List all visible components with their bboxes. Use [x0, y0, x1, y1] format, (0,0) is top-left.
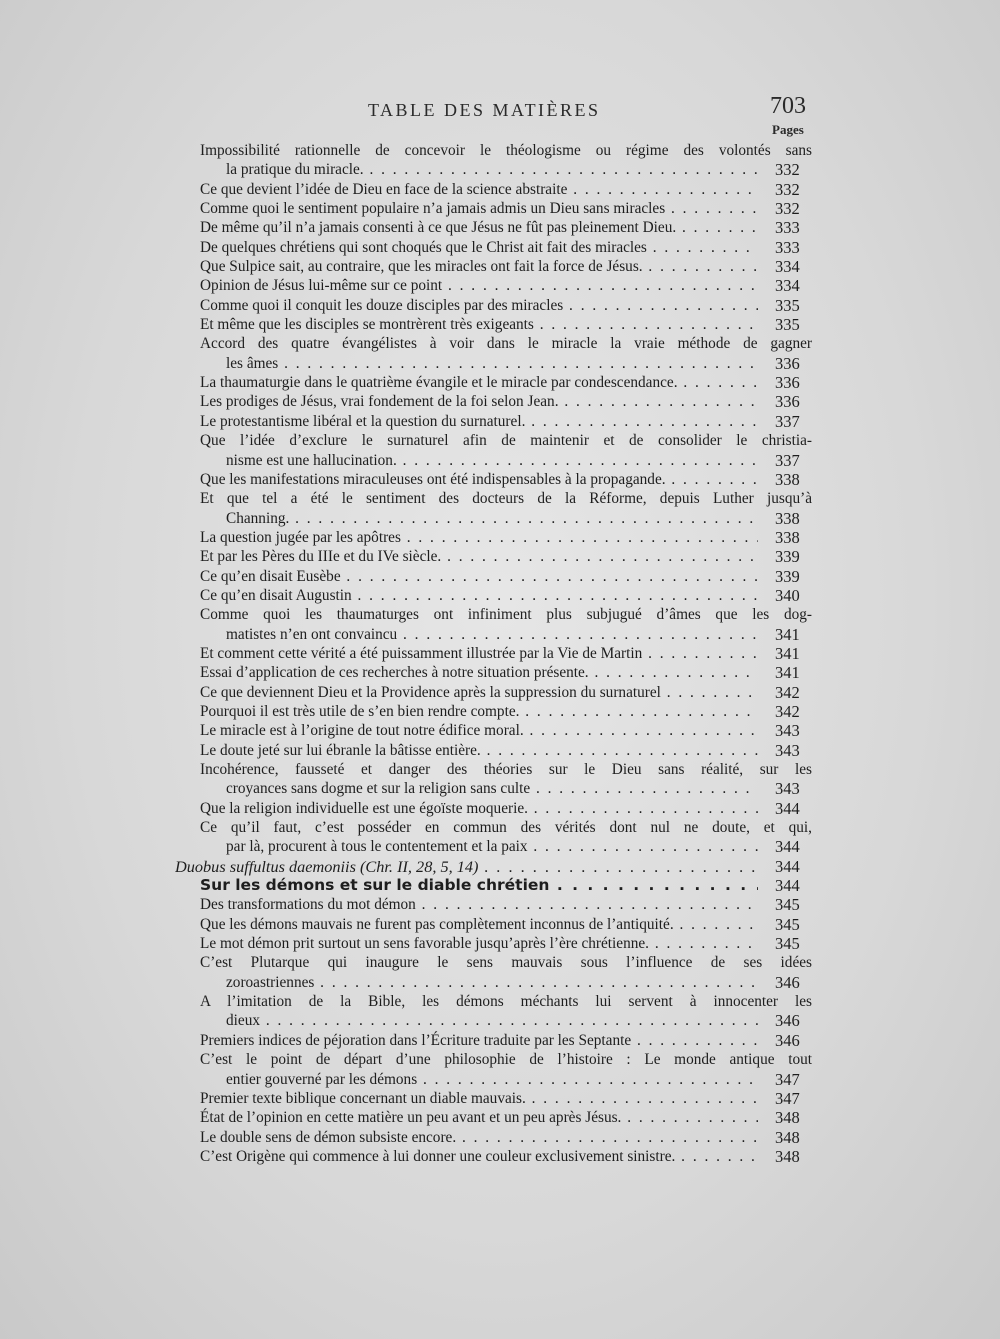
toc-entry-page: 338 [775, 527, 800, 547]
toc-entry [0, 1050, 1000, 1069]
toc-entry-page: 346 [775, 972, 800, 992]
toc-entry [0, 1147, 1000, 1166]
toc-entry-page: 336 [775, 392, 800, 412]
toc-entry-page: 344 [775, 876, 800, 896]
toc-entry-text: Des transformations du mot démon . . . [200, 895, 758, 914]
toc-entry-page: 348 [775, 1108, 800, 1128]
toc-entry-page: 340 [775, 585, 800, 605]
toc-entry-text: Comme quoi les thaumaturges ont infiniment plus subjugué d’âmes que les dog- [200, 606, 812, 624]
toc-entry-text: Le double sens de démon subsiste encore. . . . [200, 1128, 758, 1147]
toc-entry-text: Incohérence, fausseté et danger des théories sur le Dieu sans réalité, sur les [200, 761, 812, 778]
toc-entry-text: Le mot démon prit surtout un sens favorable jusqu’après l’ère chrétienne. . . . [200, 934, 758, 953]
toc-entry-text: zoroastriennes . . . [226, 973, 758, 992]
toc-entry [0, 412, 1000, 431]
toc-entry-text: État de l’opinion en cette matière un peu avant et un peu après Jésus. . . . [200, 1108, 758, 1127]
toc-entry-page: 339 [775, 547, 800, 567]
toc-entry-text: Et même que les disciples se montrèrent très exigeants . . . [200, 315, 758, 334]
toc-entry-text: C’est Plutarque qui inaugure le sens mauvais sous l’influence de ses idées [200, 954, 812, 972]
toc-entry-text: Que l’idée d’exclure le surnaturel afin de maintenir et de consolider le christia- [200, 432, 812, 450]
toc-entry-page: 346 [775, 1030, 800, 1050]
toc-entry-text: Duobus suffultus daemoniis (Chr. II, 28, 5, 14) . . . [175, 857, 758, 876]
toc-entry-page: 339 [775, 566, 800, 586]
toc-entry [0, 392, 1000, 411]
toc-entry-text: C’est le point de départ d’une philosophie de l’histoire : Le monde antique tout [200, 1051, 812, 1069]
toc-entry [0, 799, 1000, 818]
toc-entry-page: 332 [775, 160, 800, 180]
toc-entry [0, 276, 1000, 295]
toc-entry [0, 779, 1000, 798]
toc-entry [0, 315, 1000, 334]
toc-entry-page: 347 [775, 1088, 800, 1108]
toc-entry-page: 337 [775, 450, 800, 470]
toc-entry-page: 342 [775, 682, 800, 702]
toc-entry-page: 348 [775, 1146, 800, 1166]
toc-entry-page: 348 [775, 1127, 800, 1147]
toc-entry [0, 373, 1000, 392]
toc-entry [0, 257, 1000, 276]
toc-entry-page: 345 [775, 934, 800, 954]
toc-entry [0, 876, 1000, 895]
toc-entry-page: 334 [775, 276, 800, 296]
toc-entry-text: par là, procurent à tous le contentement et la paix . . . [226, 837, 758, 856]
toc-entry [0, 915, 1000, 934]
toc-entry [0, 625, 1000, 644]
toc-entry [0, 509, 1000, 528]
page-number: 703 [770, 93, 806, 119]
toc-entry [0, 180, 1000, 199]
toc-entry-page: 337 [775, 411, 800, 431]
toc-entry-page: 346 [775, 1011, 800, 1031]
toc-entry [0, 857, 1000, 876]
toc-entry-text: La question jugée par les apôtres . . . [200, 528, 758, 547]
toc-entry-text: Sur les démons et sur le diable chrétien . . . [200, 876, 758, 895]
toc-entry [0, 218, 1000, 237]
toc-entry-page: 335 [775, 315, 800, 335]
toc-entry-page: 333 [775, 237, 800, 257]
toc-entry [0, 586, 1000, 605]
toc-entry-page: 336 [775, 373, 800, 393]
toc-entry-page: 344 [775, 856, 800, 876]
toc-entry-text: Le protestantisme libéral et la question du surnaturel. . . . [200, 412, 758, 431]
toc-entry-page: 345 [775, 914, 800, 934]
toc-entry-page: 343 [775, 740, 800, 760]
toc-entry-text: A l’imitation de la Bible, les démons méchants lui servent à innocenter les [200, 993, 812, 1011]
toc-entry-page: 345 [775, 895, 800, 915]
toc-entry-page: 344 [775, 798, 800, 818]
toc-entry [0, 702, 1000, 721]
toc-entry [0, 934, 1000, 953]
toc-entry [0, 895, 1000, 914]
toc-entry-text: Premiers indices de péjoration dans l’Écriture traduite par les Septante . . . [200, 1031, 758, 1050]
pages-column-label: Pages [772, 122, 804, 137]
toc-entry-text: Ce qu’en disait Eusèbe . . . [200, 567, 758, 586]
toc-entry-text: matistes n’en ont convaincu . . . [226, 625, 758, 644]
toc-entry-page: 333 [775, 218, 800, 238]
toc-entry-text: la pratique du miracle. . . . [226, 160, 758, 179]
toc-entry-text: Impossibilité rationnelle de concevoir le théologisme ou régime des volontés sans [200, 142, 812, 159]
toc-entry-page: 334 [775, 257, 800, 277]
toc-entry-page: 332 [775, 179, 800, 199]
toc-entry [0, 1089, 1000, 1108]
toc-entry [0, 141, 1000, 160]
toc-entry-page: 338 [775, 469, 800, 489]
toc-entry-text: De quelques chrétiens qui sont choqués que le Christ ait fait des miracles . . . [200, 238, 758, 257]
toc-entry-page: 332 [775, 199, 800, 219]
toc-entry [0, 760, 1000, 779]
toc-entry-text: Que la religion individuelle est une égoïste moquerie. . . . [200, 799, 758, 818]
toc-entry [0, 1128, 1000, 1147]
toc-entry [0, 354, 1000, 373]
toc-entry [0, 721, 1000, 740]
toc-entry-text: Pourquoi il est très utile de s’en bien rendre compte. . . . [200, 702, 758, 721]
toc-entry-page: 347 [775, 1069, 800, 1089]
toc-entry [0, 837, 1000, 856]
toc-entry [0, 451, 1000, 470]
toc-entry-text: Les prodiges de Jésus, vrai fondement de la foi selon Jean. . . . [200, 392, 758, 411]
toc-entry [0, 547, 1000, 566]
toc-entry-text: C’est Origène qui commence à lui donner une couleur exclusivement sinistre. . . . [200, 1147, 758, 1166]
toc-entry-text: Ce qu’en disait Augustin . . . [200, 586, 758, 605]
toc-entry-text: Comme quoi le sentiment populaire n’a jamais admis un Dieu sans miracles . . . [200, 199, 758, 218]
toc-entry-text: les âmes . . . [226, 354, 758, 373]
toc-entry [0, 567, 1000, 586]
toc-entry-page: 344 [775, 837, 800, 857]
toc-entry-text: Accord des quatre évangélistes à voir dans le miracle la vraie méthode de gagner [200, 335, 812, 353]
toc-entry [0, 1011, 1000, 1030]
toc-entry-page: 335 [775, 295, 800, 315]
toc-entry-page: 341 [775, 663, 800, 683]
toc-entry-text: Le doute jeté sur lui ébranle la bâtisse entière. . . . [200, 741, 758, 760]
toc-entry [0, 818, 1000, 837]
toc-entry-page: 342 [775, 701, 800, 721]
toc-entry-text: Ce qu’il faut, c’est posséder en commun des vérités dont nul ne doute, et qui, [200, 819, 812, 837]
running-head: TABLE DES MATIÈRES [368, 100, 601, 120]
toc-entry [0, 238, 1000, 257]
toc-entry [0, 992, 1000, 1011]
toc-entry-text: Opinion de Jésus lui-même sur ce point . . . [200, 276, 758, 295]
toc-entry [0, 683, 1000, 702]
toc-entry-text: Que les démons mauvais ne furent pas complètement inconnus de l’antiquité. . . . [200, 915, 758, 934]
toc-entry-text: Channing. . . . [226, 509, 758, 528]
toc-entry [0, 470, 1000, 489]
toc-entry-text: Et que tel a été le sentiment des docteurs de la Réforme, depuis Luther jusqu’à [200, 490, 812, 508]
toc-entry-text: nisme est une hallucination. . . . [226, 451, 758, 470]
toc-entry-text: Ce que deviennent Dieu et la Providence après la suppression du surnaturel . . . [200, 683, 758, 702]
toc-entry [0, 431, 1000, 450]
toc-entry-text: La thaumaturgie dans le quatrième évangile et le miracle par condescendance. . . . [200, 373, 758, 392]
toc-entry [0, 528, 1000, 547]
toc-entry-text: De même qu’il n’a jamais consenti à ce que Jésus ne fût pas pleinement Dieu. . . . [200, 218, 758, 237]
toc-entry [0, 296, 1000, 315]
toc-entry-text: croyances sans dogme et sur la religion sans culte . . . [226, 779, 758, 798]
toc-entry-page: 338 [775, 508, 800, 528]
toc-entry [0, 1070, 1000, 1089]
toc-entry [0, 973, 1000, 992]
toc-entry [0, 199, 1000, 218]
toc-entry-page: 343 [775, 721, 800, 741]
toc-entry-page: 343 [775, 779, 800, 799]
toc-entry [0, 1108, 1000, 1127]
toc-entry [0, 741, 1000, 760]
table-of-contents [0, 141, 1000, 1166]
toc-entry-text: Et par les Pères du IIIe et du IVe siècle. . . . [200, 547, 758, 566]
toc-entry-text: dieux . . . [226, 1011, 758, 1030]
toc-entry [0, 1031, 1000, 1050]
toc-entry-page: 341 [775, 624, 800, 644]
toc-entry [0, 644, 1000, 663]
toc-entry [0, 334, 1000, 353]
toc-entry-text: Ce que devient l’idée de Dieu en face de la science abstraite . . . [200, 180, 758, 199]
toc-entry [0, 160, 1000, 179]
toc-entry [0, 953, 1000, 972]
toc-entry-text: Et comment cette vérité a été puissamment illustrée par la Vie de Martin . . . [200, 644, 758, 663]
toc-entry-text: Le miracle est à l’origine de tout notre édifice moral. . . . [200, 721, 758, 740]
toc-entry [0, 489, 1000, 508]
toc-entry-text: Que les manifestations miraculeuses ont été indispensables à la propagande. . . . [200, 470, 758, 489]
toc-entry-text: Essai d’application de ces recherches à notre situation présente. . . . [200, 663, 758, 682]
toc-entry-text: Premier texte biblique concernant un diable mauvais. . . . [200, 1089, 758, 1108]
toc-entry [0, 663, 1000, 682]
toc-entry-text: Que Sulpice sait, au contraire, que les miracles ont fait la force de Jésus. . . . [200, 257, 758, 276]
toc-entry-text: Comme quoi il conquit les douze disciples par des miracles . . . [200, 296, 758, 315]
toc-entry-page: 341 [775, 643, 800, 663]
toc-entry [0, 605, 1000, 624]
toc-entry-page: 336 [775, 353, 800, 373]
toc-entry-text: entier gouverné par les démons . . . [226, 1070, 758, 1089]
